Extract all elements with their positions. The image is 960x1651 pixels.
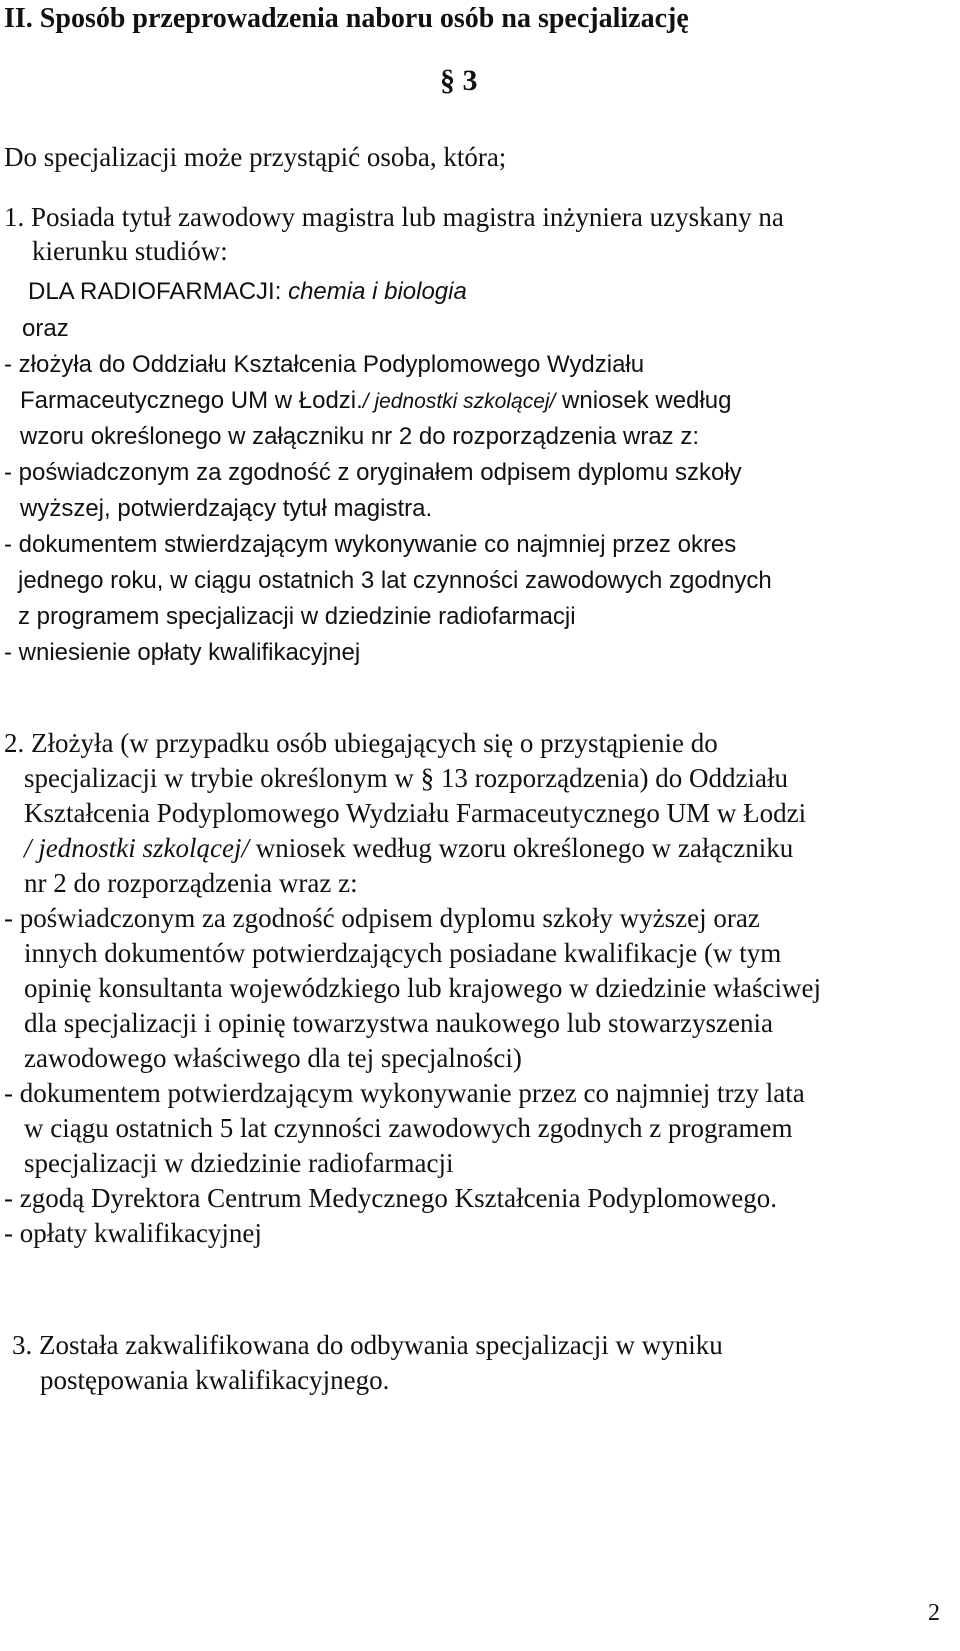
- point-1-line: jednego roku, w ciągu ostatnich 3 lat czynności zawodowych zgodnych: [18, 567, 772, 594]
- section-title: II. Sposób przeprowadzenia naboru osób na specjalizację: [4, 3, 689, 34]
- point-2-line: specjalizacji w dziedzinie radiofarmacji: [24, 1148, 454, 1178]
- point-2-line: nr 2 do rozporządzenia wraz z:: [24, 868, 358, 898]
- page-number: 2: [928, 1600, 940, 1626]
- radiofarmacja-label: DLA RADIOFARMACJI:: [28, 278, 289, 305]
- point-1-line: - poświadczonym za zgodność z oryginałem odpisem dyplomu szkoły: [4, 459, 742, 486]
- point-1-line: z programem specjalizacji w dziedzinie radiofarmacji: [18, 603, 576, 630]
- point-1-line: oraz: [22, 315, 69, 342]
- point-1-line: - dokumentem stwierdzającym wykonywanie co najmniej przez okres: [4, 531, 737, 558]
- application-text: wniosek według wzoru określonego w załączniku: [248, 833, 794, 863]
- unit-note: / jednostki szkolącej/: [24, 833, 249, 863]
- point-1-line: 1. Posiada tytuł zawodowy magistra lub magistra inżyniera uzyskany na: [4, 202, 784, 232]
- point-3-line: postępowania kwalifikacyjnego.: [40, 1365, 390, 1395]
- point-1-line: kierunku studiów:: [32, 236, 228, 266]
- point-1-line: wyższej, potwierdzający tytuł magistra.: [20, 495, 433, 522]
- point-2-line: - poświadczonym za zgodność odpisem dyplomu szkoły wyższej oraz: [4, 903, 760, 933]
- faculty-name: Farmaceutycznego UM w Łodzi.: [20, 387, 363, 414]
- point-2-line: dla specjalizacji i opinię towarzystwa naukowego lub stowarzyszenia: [24, 1008, 773, 1038]
- point-1-line: - wniesienie opłaty kwalifikacyjnej: [4, 639, 361, 666]
- point-2-line: 2. Złożyła (w przypadku osób ubiegających się o przystąpienie do: [4, 728, 718, 758]
- point-2-line: Kształcenia Podyplomowego Wydziału Farmaceutycznego UM w Łodzi: [24, 798, 807, 828]
- point-2-line: [24, 831, 793, 865]
- point-1-line: wzoru określonego w załączniku nr 2 do rozporządzenia wraz z:: [20, 423, 699, 450]
- intro-text: Do specjalizacji może przystąpić osoba, która;: [4, 142, 507, 172]
- point-2-line: - opłaty kwalifikacyjnej: [4, 1218, 262, 1248]
- point-1-line: [28, 275, 467, 309]
- application-text: wniosek według: [555, 387, 732, 414]
- point-2-line: innych dokumentów potwierdzających posiadane kwalifikacje (w tym: [24, 938, 782, 968]
- unit-note: / jednostki szkolącej/: [362, 390, 556, 413]
- field-of-study: chemia i biologia: [288, 278, 467, 305]
- point-2-line: - zgodą Dyrektora Centrum Medycznego Kształcenia Podyplomowego.: [4, 1183, 778, 1213]
- paragraph-sign: § 3: [440, 64, 478, 97]
- point-1-line: - złożyła do Oddziału Kształcenia Podyplomowego Wydziału: [4, 351, 645, 378]
- point-2-line: specjalizacji w trybie określonym w § 13 rozporządzenia) do Oddziału: [24, 763, 788, 793]
- point-1-line: [20, 384, 732, 419]
- point-3-line: 3. Została zakwalifikowana do odbywania specjalizacji w wyniku: [12, 1330, 723, 1360]
- point-2-line: zawodowego właściwego dla tej specjalności): [24, 1043, 522, 1073]
- point-2-line: w ciągu ostatnich 5 lat czynności zawodowych zgodnych z programem: [24, 1113, 793, 1143]
- point-2-line: opinię konsultanta wojewódzkiego lub krajowego w dziedzinie właściwej: [24, 973, 822, 1003]
- point-2-line: - dokumentem potwierdzającym wykonywanie przez co najmniej trzy lata: [4, 1078, 805, 1108]
